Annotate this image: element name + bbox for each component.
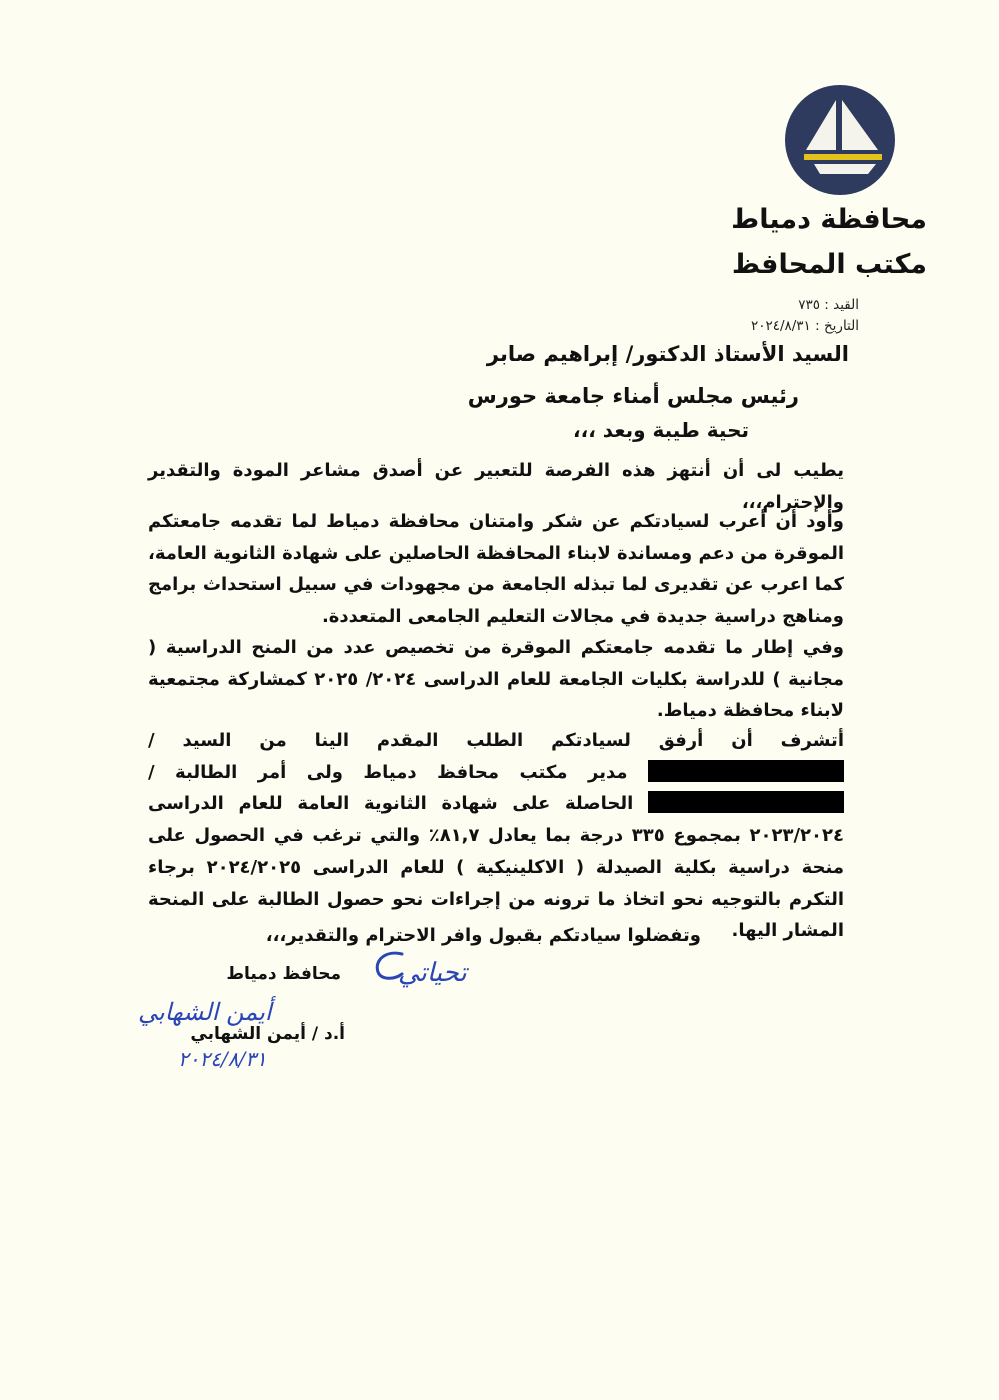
body-paragraph-3: وفي إطار ما تقدمه جامعتكم الموقرة من تخصيص عدد من المنح الدراسية ( مجانية ) للدراسة بكليات الجامعة للعام الدراسى ٢٠٢٤/ ٢٠٢٥ كمشاركة مجتمعية لابناء محافظة دمياط. (148, 637, 844, 722)
handwritten-greeting: تحياتي (398, 958, 467, 988)
handwritten-signature: أيمن الشهابي (138, 998, 272, 1026)
signatory-title: محافظ دمياط (226, 964, 341, 984)
redacted-student-name (648, 791, 844, 813)
letter-date: التاريخ : ٢٠٢٤/٨/٣١ (750, 318, 859, 334)
body-paragraph-1: يطيب لى أن أنتهز هذه الفرصة للتعبير عن أصدق مشاعر المودة والتقدير والإحترام،،، (148, 460, 844, 513)
org-name: محافظة دمياط (731, 204, 927, 235)
addressee-name: السيد الأستاذ الدكتور/ إبراهيم صابر (486, 342, 849, 366)
body-paragraph-4 (148, 725, 844, 947)
request-details: الحاصلة على شهادة الثانوية العامة للعام الدراسى ٢٠٢٣/٢٠٢٤ بمجموع ٣٣٥ درجة بما يعادل ٨١,٧٪ والتي ترغب في الحصول على منحة دراسية بكلية الصيدلة ( الاكلينيكية ) للعام الدراسى ٢٠٢٤/٢٠٢٥ برجاء التكرم بالتوجيه نحو اتخاذ ما ترونه من إجراءات نحو حصول الطالبة على المنحة المشار اليها. (148, 793, 844, 942)
closing-line: وتفضلوا سيادتكم بقبول وافر الاحترام والتقدير،،، (265, 925, 701, 946)
body-paragraph-2: وأود أن أعرب لسيادتكم عن شكر وامتنان محافظة دمياط لما تقدمه جامعتكم الموقرة من دعم ومساندة لابناء المحافظة الحاصلين على شهادة الثانوية العامة، كما اعرب عن تقديرى لما تبذله الجامعة من مجهودات في سبيل استحداث برامج ومناهج دراسية جديدة في مجالات التعليم الجامعى المتعددة. (148, 511, 844, 628)
governorate-logo (784, 84, 896, 196)
addressee-title: رئيس مجلس أمناء جامعة حورس (467, 384, 799, 408)
office-name: مكتب المحافظ (731, 249, 927, 280)
signatory-name: أ.د / أيمن الشهابي (190, 1024, 345, 1044)
request-intro: أتشرف أن أرفق لسيادتكم الطلب المقدم الينا من السيد / (148, 730, 844, 751)
handwritten-date: ٢٠٢٤/٨/٣١ (178, 1047, 267, 1071)
request-parent: مدير مكتب محافظ دمياط ولى أمر الطالبة / (148, 761, 628, 783)
reference-number: القيد : ٧٣٥ (798, 297, 859, 313)
greeting: تحية طيبة وبعد ،،، (573, 418, 749, 442)
redacted-name (648, 760, 844, 782)
